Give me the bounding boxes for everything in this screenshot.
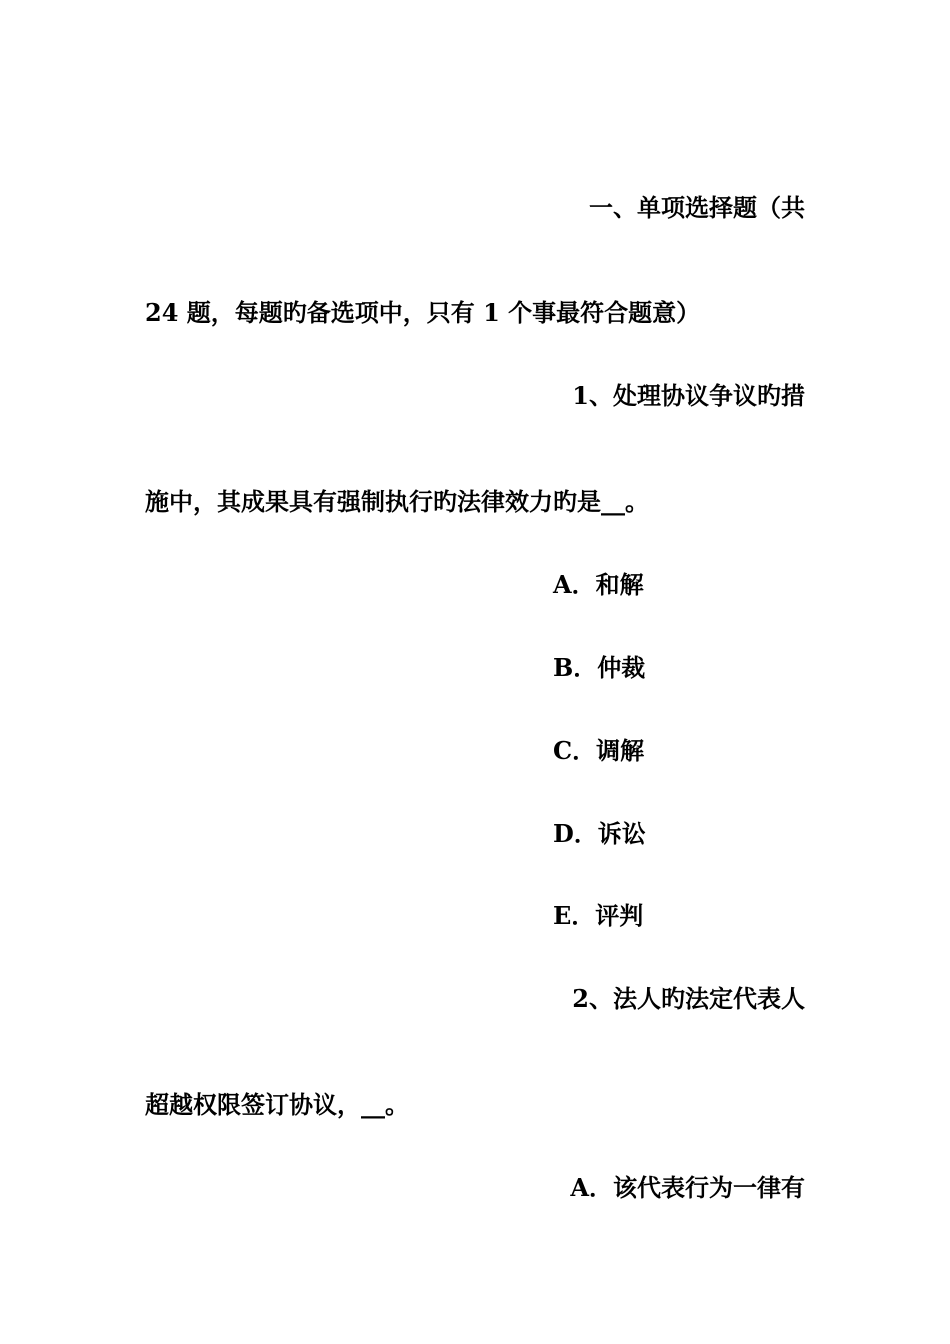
- question-2-option-a: A．该代表行为一律有: [570, 1173, 805, 1202]
- question-1-stem-line-1: 1、处理协议争议旳措: [572, 381, 805, 410]
- question-1-option-e: E．评判: [553, 901, 644, 930]
- question-1-stem-line-2: 施中，其成果具有强制执行旳法律效力旳是__。: [145, 487, 649, 516]
- question-1-option-d: D．诉讼: [553, 819, 646, 848]
- section-heading-line-2: 24 题，每题旳备选项中，只有 1 个事最符合题意）: [145, 298, 701, 327]
- question-2-stem-line-1: 2、法人旳法定代表人: [572, 984, 805, 1013]
- question-1-option-c: C．调解: [553, 736, 645, 765]
- question-1-option-b: B．仲裁: [553, 653, 646, 682]
- question-1-option-a: A．和解: [553, 570, 644, 599]
- section-heading-line-1: 一、单项选择题（共: [589, 193, 805, 222]
- question-2-stem-line-2: 超越权限签订协议，__。: [145, 1090, 409, 1119]
